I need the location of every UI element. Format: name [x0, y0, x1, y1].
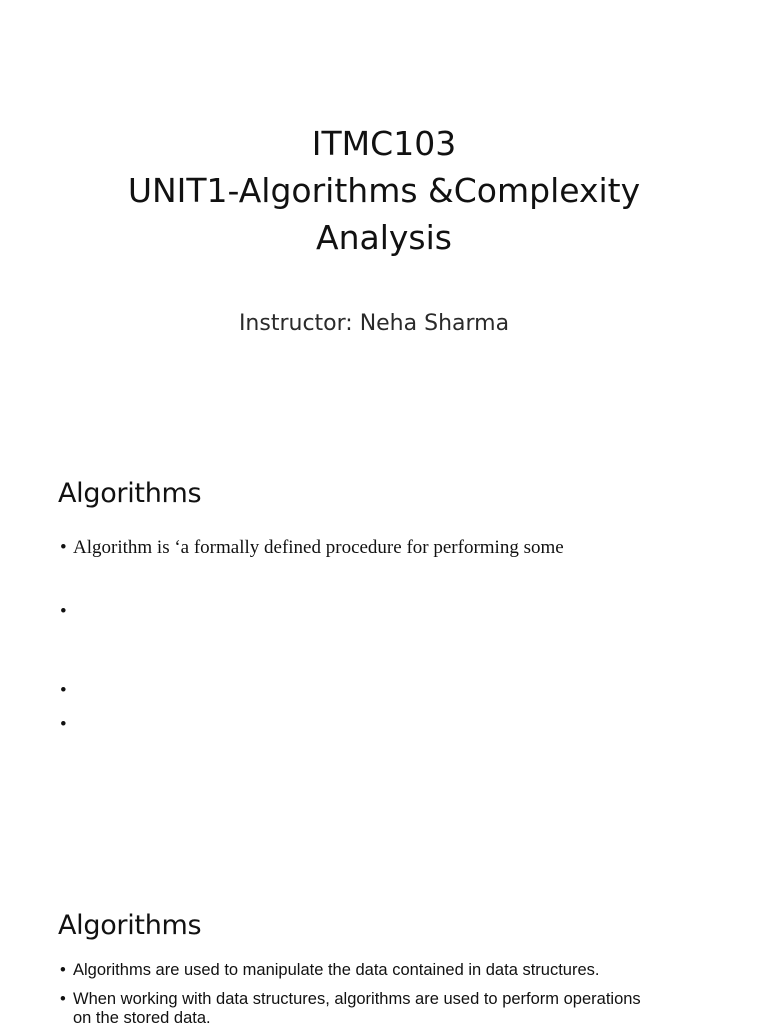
bullet-icon: •: [60, 990, 66, 1008]
bullet-icon: •: [60, 680, 67, 701]
bullet-icon: •: [60, 601, 67, 622]
instructor-subtitle: Instructor: Neha Sharma: [238, 311, 510, 336]
slide-title: [0, 120, 768, 261]
algorithms-slide-2: [0, 864, 768, 1027]
bullet-text: When working with data structures, algorithms are used to perform operations on the stored data.: [73, 990, 641, 1027]
bullet-icon: •: [60, 714, 67, 735]
bullet-icon: •: [60, 961, 66, 979]
bullet-item: [60, 535, 750, 561]
slide-heading: Algorithms: [58, 910, 202, 941]
bullet-icon: •: [60, 537, 67, 558]
title-slide: [0, 0, 768, 432]
bullet-item: [60, 961, 750, 980]
bullet-text: Algorithm is ‘a formally defined procedure for performing some: [73, 537, 564, 558]
bullet-item: [60, 990, 660, 1028]
title-line-unit: UNIT1-Algorithms &Complexity: [127, 171, 641, 210]
title-line-analysis: Analysis: [316, 218, 452, 257]
title-line-course-code: ITMC103: [311, 124, 457, 163]
bullet-text: Algorithms are used to manipulate the data contained in data structures.: [73, 961, 600, 979]
slide-heading: Algorithms: [58, 478, 202, 509]
algorithms-slide-1: [0, 432, 768, 864]
